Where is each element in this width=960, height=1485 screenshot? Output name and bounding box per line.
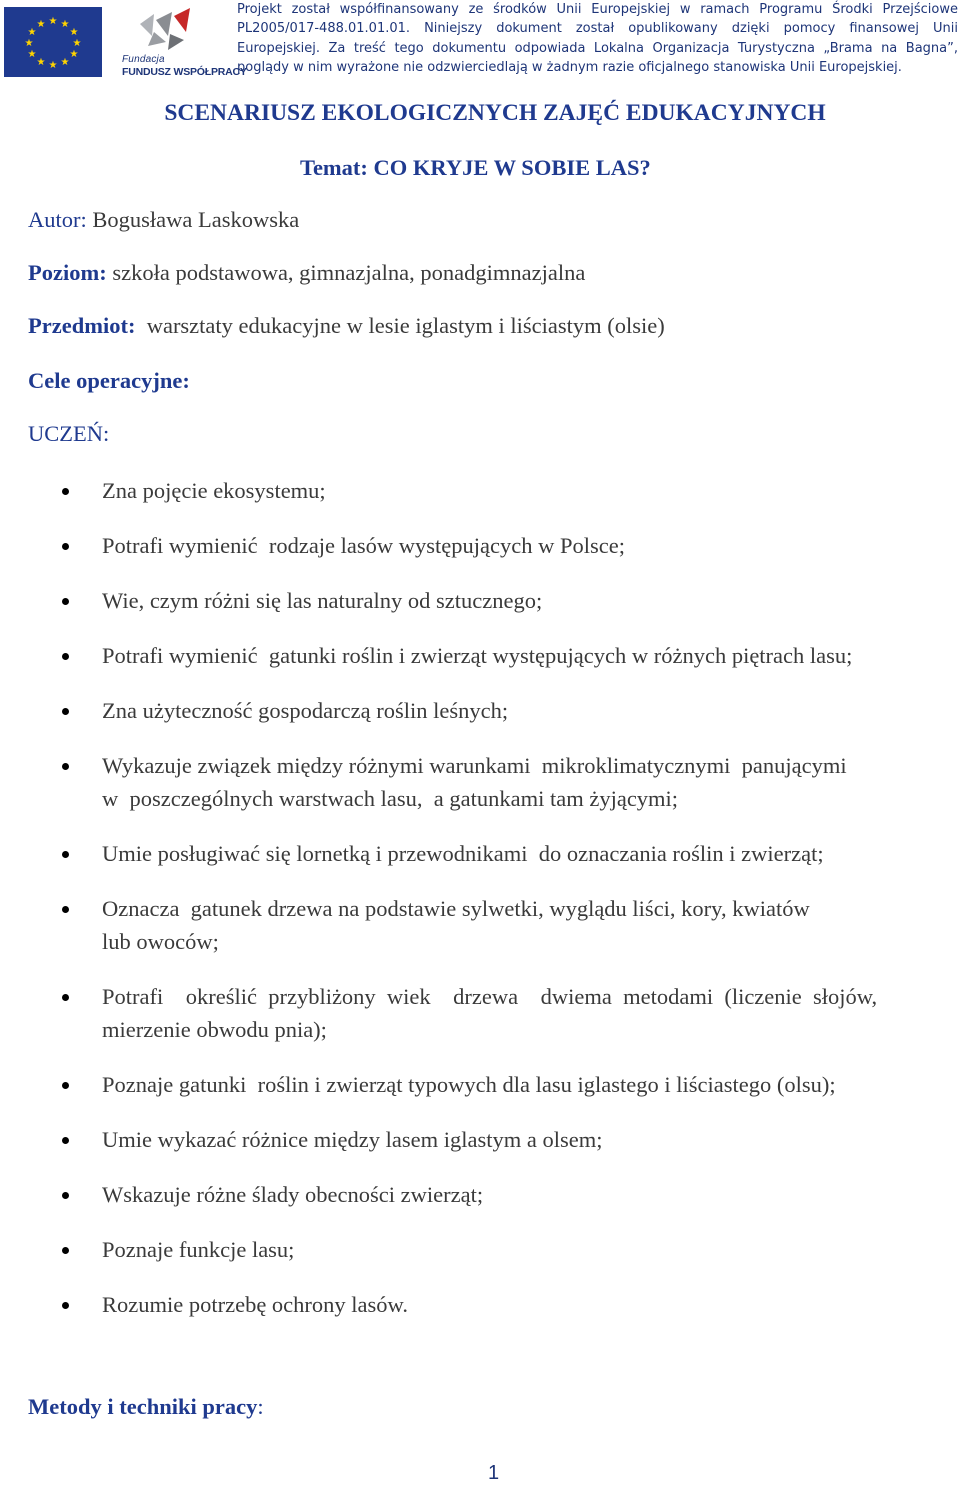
list-item-text: Wykazuje związek między różnymi warunkami mikroklimatycznymi panującymi <box>102 753 847 778</box>
level-field <box>28 260 585 286</box>
subject-label: Przedmiot: <box>28 313 136 338</box>
subject-value: warsztaty edukacyjne w lesie iglastym i liściastym (olsie) <box>135 313 665 338</box>
list-item-text: Umie wykazać różnice między lasem iglastym a olsem; <box>102 1127 603 1152</box>
svg-text:★: ★ <box>69 27 79 38</box>
fws-emblem-icon <box>132 6 202 52</box>
svg-text:★: ★ <box>72 38 82 49</box>
svg-text:★: ★ <box>60 57 70 68</box>
list-item-text: Potrafi określić przybliżony wiek drzewa dwiema metodami (liczenie słojów, <box>102 984 878 1009</box>
author-value: Bogusława Laskowska <box>86 207 300 232</box>
svg-text:★: ★ <box>60 19 70 30</box>
list-item-text: Potrafi wymienić rodzaje lasów występujących w Polsce; <box>102 533 625 558</box>
funding-notice-line: Projekt został współfinansowany ze środków Unii Europejskiej w ramach Programu Środki Przejściowe <box>237 2 958 17</box>
methods-label: Metody i techniki pracy <box>28 1394 258 1419</box>
svg-text:★: ★ <box>27 49 37 60</box>
list-item-text: Zna użyteczność gospodarczą roślin leśnych; <box>102 698 509 723</box>
list-item-text: Zna pojęcie ekosystemu; <box>102 478 326 503</box>
author-label: Autor: <box>28 207 87 232</box>
document-topic: Temat: CO KRYJE W SOBIE LAS? <box>300 155 651 180</box>
eu-flag-logo <box>4 7 102 77</box>
list-item-text: Potrafi wymienić gatunki roślin i zwierząt występujących w różnych piętrach lasu; <box>102 643 853 668</box>
fundusz-wspolpracy-logo <box>118 6 247 80</box>
student-heading <box>28 421 109 447</box>
bullet-icon <box>62 488 69 495</box>
list-item-text: Wie, czym różni się las naturalny od sztucznego; <box>102 588 543 613</box>
list-item-text: Wskazuje różne ślady obecności zwierząt; <box>102 1182 484 1207</box>
goals-heading <box>28 368 190 394</box>
goals-label: Cele operacyjne: <box>28 368 190 393</box>
logo-text-line2: FUNDUSZ WSPÓŁPRACY <box>122 66 247 78</box>
bullet-icon <box>62 763 69 770</box>
funding-notice-line: PL2005/017-488.01.01.01. Niniejszy dokument został opublikowany dzięki pomocy finansowej Unii <box>237 21 958 37</box>
svg-text:★: ★ <box>27 27 37 38</box>
bullet-icon <box>62 851 69 858</box>
bullet-icon <box>62 653 69 660</box>
list-item-text: Poznaje gatunki roślin i zwierząt typowych dla lasu iglastego i liściastego (olsu); <box>102 1072 836 1097</box>
bullet-icon <box>62 1082 69 1089</box>
bullet-icon <box>62 708 69 715</box>
svg-text:★: ★ <box>69 49 79 60</box>
bullet-icon <box>62 543 69 550</box>
subject-field <box>28 313 665 339</box>
svg-text:★: ★ <box>36 57 46 68</box>
svg-text:★: ★ <box>48 60 58 71</box>
svg-text:★: ★ <box>24 38 34 49</box>
list-item-text: Poznaje funkcje lasu; <box>102 1237 295 1262</box>
bullet-icon <box>62 1302 69 1309</box>
bullet-icon <box>62 1137 69 1144</box>
bullet-icon <box>62 906 69 913</box>
bullet-icon <box>62 598 69 605</box>
page-header <box>0 0 960 82</box>
page-number: 1 <box>488 1462 500 1484</box>
logo-text-line1: Fundacja <box>122 54 165 65</box>
student-label: UCZEŃ: <box>28 421 110 446</box>
bullet-icon <box>62 1192 69 1199</box>
methods-heading <box>28 1394 264 1420</box>
list-item-text: Umie posługiwać się lornetką i przewodnikami do oznaczania roślin i zwierząt; <box>102 841 824 866</box>
list-item-text: Oznacza gatunek drzewa na podstawie sylwetki, wyglądu liści, kory, kwiatów <box>102 896 810 921</box>
level-value: szkoła podstawowa, gimnazjalna, ponadgimnazjalna <box>106 260 586 285</box>
svg-text:★: ★ <box>48 16 58 27</box>
level-label: Poziom: <box>28 260 107 285</box>
bullet-icon <box>62 994 69 1001</box>
list-item-text: w poszczególnych warstwach lasu, a gatunkami tam żyjącymi; <box>102 786 679 811</box>
list-item-text: Rozumie potrzebę ochrony lasów. <box>102 1292 408 1317</box>
methods-suffix: : <box>257 1394 264 1419</box>
svg-text:★: ★ <box>36 19 46 30</box>
document-title: SCENARIUSZ EKOLOGICZNYCH ZAJĘĆ EDUKACYJNYCH <box>164 100 826 126</box>
funding-notice-line: Europejskiej. Za treść tego dokumentu odpowiada Lokalna Organizacja Turystyczna „Brama na Bagna”, <box>237 40 958 56</box>
author-field <box>28 207 299 233</box>
bullet-icon <box>62 1247 69 1254</box>
list-item-text: lub owoców; <box>102 929 219 954</box>
funding-notice-line: poglądy w nim wyrażone nie odzwierciedlają w żadnym razie oficjalnego stanowiska Unii Europejskiej. <box>237 60 902 76</box>
list-item-text: mierzenie obwodu pnia); <box>102 1017 327 1042</box>
funding-notice <box>237 0 958 78</box>
